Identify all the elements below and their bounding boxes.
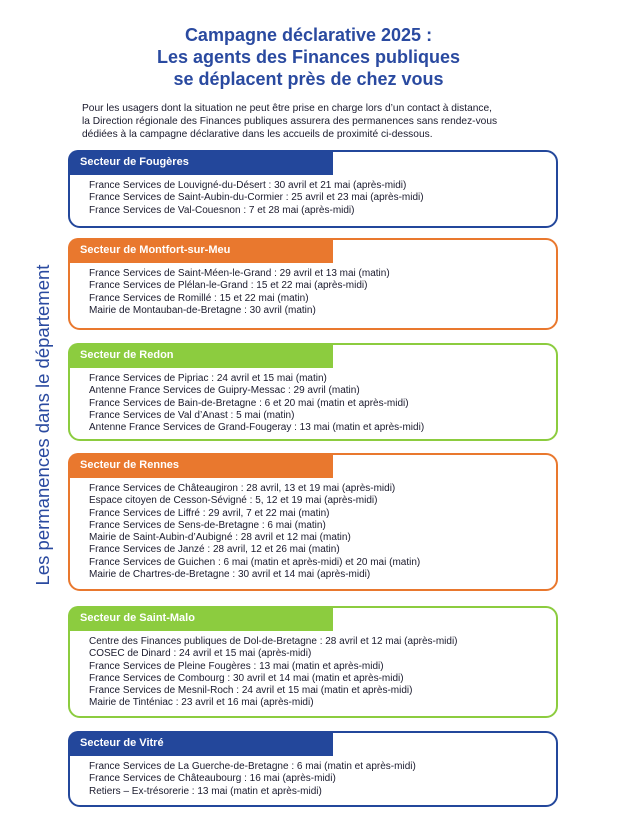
intro-paragraph (82, 102, 582, 141)
list-item: France Services de La Guerche-de-Bretagne : 6 mai (matin et après-midi) (89, 761, 416, 772)
sector-title: Secteur de Vitré (68, 731, 333, 756)
list-item: Espace citoyen de Cesson-Sévigné : 5, 12 et 19 mai (après-midi) (89, 495, 378, 507)
sector-rennes (68, 453, 558, 591)
title-line: se déplacent près de chez vous (173, 69, 444, 89)
list-item: France Services de Bain-de-Bretagne : 6 et 20 mai (matin et après-midi) (89, 397, 409, 409)
list-item: Mairie de Tinténiac : 23 avril et 16 mai (après-midi) (89, 697, 314, 709)
sector-montfort (68, 238, 558, 330)
list-item: France Services de Plélan-le-Grand : 15 et 22 mai (après-midi) (89, 280, 368, 292)
list-item: France Services de Saint-Méen-le-Grand : 29 avril et 13 mai (matin) (89, 268, 390, 279)
sector-vitre (68, 731, 558, 807)
intro-line: dédiées à la campagne déclarative dans les accueils de proximité ci-dessous. (82, 129, 433, 140)
list-item: France Services de Val d’Anast : 5 mai (matin) (89, 409, 295, 421)
title-line: Les agents des Finances publiques (156, 47, 461, 67)
sector-title: Secteur de Fougères (68, 150, 333, 175)
list-item: France Services de Châteaubourg : 16 mai (après-midi) (89, 773, 336, 785)
list-item: Mairie de Saint-Aubin-d’Aubigné : 28 avril et 12 mai (matin) (89, 532, 351, 544)
side-label-text: Les permanences dans le département (32, 264, 53, 586)
sector-title: Secteur de Montfort-sur-Meu (68, 238, 333, 263)
sector-list (89, 636, 548, 710)
list-item: France Services de Val-Couesnon : 7 et 28 mai (après-midi) (89, 204, 355, 216)
sector-list (89, 373, 548, 434)
list-item: France Services de Mesnil-Roch : 24 avril et 15 mai (matin et après-midi) (89, 685, 413, 697)
list-item: France Services de Combourg : 30 avril et 14 mai (matin et après-midi) (89, 672, 404, 684)
intro-line: Pour les usagers dont la situation ne peut être prise en charge lors d’un contact à distance, (82, 103, 493, 114)
intro-line: la Direction régionale des Finances publiques assurera des permanences sans rendez-vous (82, 116, 498, 127)
sector-list (89, 761, 548, 798)
list-item: France Services de Liffré : 29 avril, 7 et 22 mai (matin) (89, 507, 330, 519)
title-line: Campagne déclarative 2025 : (184, 25, 433, 45)
list-item: France Services de Guichen : 6 mai (matin et après-midi) et 20 mai (matin) (89, 556, 421, 568)
sector-redon (68, 343, 558, 441)
list-item: France Services de Sens-de-Bretagne : 6 mai (matin) (89, 519, 326, 531)
sector-title: Secteur de Saint-Malo (68, 606, 333, 631)
list-item: Mairie de Montauban-de-Bretagne : 30 avril (matin) (89, 304, 316, 316)
list-item: France Services de Pleine Fougères : 13 mai (matin et après-midi) (89, 660, 384, 672)
list-item: COSEC de Dinard : 24 avril et 15 mai (après-midi) (89, 648, 312, 660)
list-item: France Services de Romillé : 15 et 22 mai (matin) (89, 292, 309, 304)
list-item: France Services de Saint-Aubin-du-Cormier : 25 avril et 23 mai (après-midi) (89, 192, 424, 204)
sector-list (89, 180, 548, 217)
list-item: France Services de Châteaugiron : 28 avril, 13 et 19 mai (après-midi) (89, 483, 396, 494)
list-item: Mairie de Chartres-de-Bretagne : 30 avril et 14 mai (après-midi) (89, 569, 371, 581)
sector-list (89, 483, 548, 581)
list-item: Antenne France Services de Grand-Fougeray : 13 mai (matin et après-midi) (89, 422, 425, 434)
sector-title: Secteur de Rennes (68, 453, 333, 478)
page-title (0, 24, 617, 90)
list-item: France Services de Pipriac : 24 avril et 15 mai (matin) (89, 373, 327, 384)
list-item: Retiers – Ex-trésorerie : 13 mai (matin et après-midi) (89, 785, 322, 797)
sector-list (89, 268, 548, 317)
sector-fougeres (68, 150, 558, 228)
side-label (28, 240, 58, 610)
list-item: France Services de Louvigné-du-Désert : 30 avril et 21 mai (après-midi) (89, 180, 407, 191)
list-item: Centre des Finances publiques de Dol-de-Bretagne : 28 avril et 12 mai (après-midi) (89, 636, 458, 647)
sector-saint-malo (68, 606, 558, 718)
list-item: France Services de Janzé : 28 avril, 12 et 26 mai (matin) (89, 544, 340, 556)
list-item: Antenne France Services de Guipry-Messac : 29 avril (matin) (89, 385, 360, 397)
sector-title: Secteur de Redon (68, 343, 333, 368)
